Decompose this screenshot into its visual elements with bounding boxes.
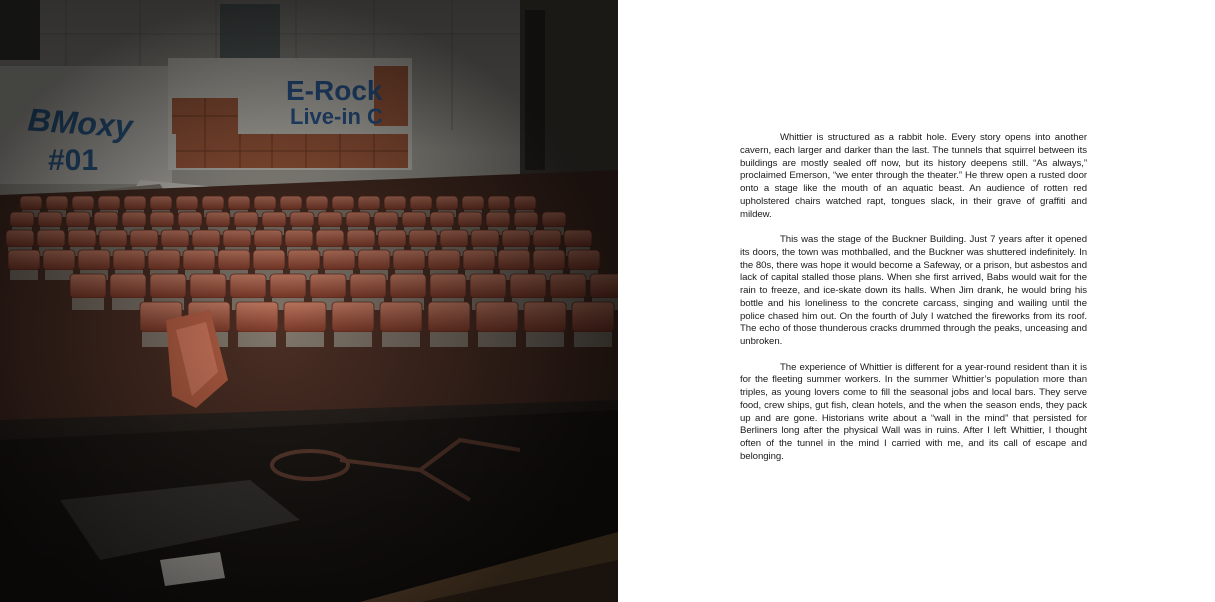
paragraph-3: The experience of Whittier is different for a year-round resident than it is for the fleeting summer workers. In the summer Whittier’s population more than triples, as young lovers come to fill the seasonal jobs and local bars. They serve food, crew ships, gut fish, clean hotels, and the when the season ends, they pack up and are gone. Historians write about a “wall in the mind” that persisted for Berliners long after the physical Wall was in ruins. After I left Whittier, I thought often of the tunnel in the mind I carried with me, and its call of escape and belonging. — [740, 361, 1087, 462]
article-text — [740, 132, 1087, 476]
paragraph-2: This was the stage of the Buckner Building. Just 7 years after it opened its doors, the town was mothballed, and the Buckner was shuttered indefinitely. In the 80s, there was hope it would become a Safeway, or a prison, but asbestos and lack of capital stalled those plans. When she first arrived, Babs would wait for the rain to freeze, and ice-skate down its halls. When Jim drank, he would bring his bottle and his loneliness to the concrete carcass, singing and wailing until the police chased him out. On the fourth of July I watched the fireworks from its roof. The echo of those thunderous cracks drummed through the peaks, unceasing and unbroken. — [740, 234, 1087, 348]
paragraph-1: Whittier is structured as a rabbit hole. Every story opens into another cavern, each larger and darker than the last. The tunnels that squirrel between its buildings are mostly sealed off now, but its history deepens still. “As always,” proclaimed Emerson, “we enter through the theater.” He threw open a rusted door onto a stage like the mouth of an aquatic beast. An audience of rotten red upholstered chairs watched rapt, tongues slack, in their grave of graffiti and mildew. — [740, 132, 1087, 220]
